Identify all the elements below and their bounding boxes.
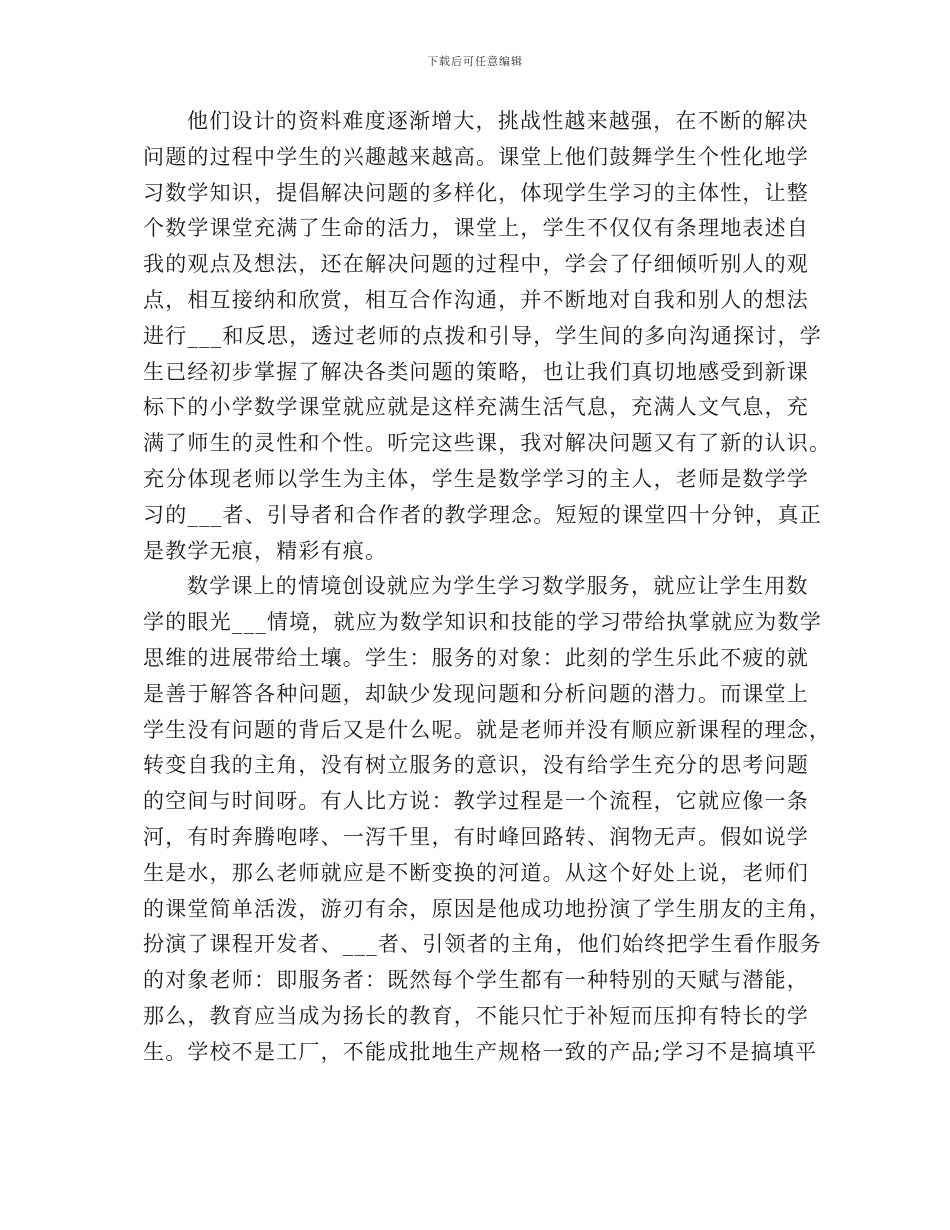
paragraph-2-line-2: 学的眼光___情境，就应为数学知识和技能的学习带给执掌就应为数学 [143, 610, 822, 635]
paragraph-2-line-10: 的课堂简单活泼，游刃有余，原因是他成功地扮演了学生朋友的主角， [143, 896, 832, 921]
paragraph-2-line-3: 思维的进展带给土壤。学生：服务的对象：此刻的学生乐此不疲的就 [143, 645, 809, 670]
paragraph-1-line-13: 是教学无痕，精彩有痕。 [143, 538, 388, 563]
paragraph-2-line-8: 河，有时奔腾咆哮、一泻千里，有时峰回路转、润物无声。假如说学 [143, 824, 809, 849]
body-text [143, 104, 832, 1071]
paragraph-2-line-1: 数学课上的情境创设就应为学生学习数学服务，就应让学生用数 [187, 574, 809, 599]
paragraph-1-line-5: 我的观点及想法，还在解决问题的过程中，学会了仔细倾听别人的观 [143, 252, 809, 277]
paragraph-2-line-11: 扮演了课程开发者、___者、引领者的主角，他们始终把学生看作服务 [143, 932, 822, 957]
paragraph-2-line-7: 的空间与时间呀。有人比方说：教学过程是一个流程，它就应像一条 [143, 789, 809, 814]
paragraph-1-line-9: 标下的小学数学课堂就应就是这样充满生活气息，充满人文气息，充 [143, 395, 809, 420]
paragraph-2-line-12: 的对象老师：即服务者：既然每个学生都有一种特别的天赋与潜能， [143, 968, 809, 993]
paragraph-1-line-8: 生已经初步掌握了解决各类问题的策略，也让我们真切地感受到新课 [143, 359, 809, 384]
paragraph-2-line-6: 转变自我的主角，没有树立服务的意识，没有给学生充分的思考问题 [143, 753, 809, 778]
paragraph-1-line-11: 充分体现老师以学生为主体，学生是数学学习的主人，老师是数学学 [143, 466, 809, 491]
paragraph-2-line-13: 那么，教育应当成为扬长的教育，不能只忙于补短而压抑有特长的学 [143, 1003, 809, 1028]
paragraph-2-line-9: 生是水，那么老师就应是不断变换的河道。从这个好处上说，老师们 [143, 860, 809, 885]
page-header: 下载后可任意编辑 [427, 55, 523, 68]
paragraph-1-line-6: 点，相互接纳和欣赏，相互合作沟通，并不断地对自我和别人的想法 [143, 287, 809, 312]
paragraph-1-line-10: 满了师生的灵性和个性。听完这些课，我对解决问题又有了新的认识。 [143, 431, 832, 456]
paragraph-1-line-2: 问题的过程中学生的兴趣越来越高。课堂上他们鼓舞学生个性化地学 [143, 144, 809, 169]
paragraph-1-line-3: 习数学知识，提倡解决问题的多样化，体现学生学习的主体性，让整 [143, 180, 809, 205]
paragraph-2-line-4: 是善于解答各种问题，却缺少发现问题和分析问题的潜力。而课堂上 [143, 681, 809, 706]
paragraph-1-line-4: 个数学课堂充满了生命的活力，课堂上，学生不仅仅有条理地表述自 [143, 216, 809, 241]
paragraph-2-line-14: 生。学校不是工厂，不能成批地生产规格一致的产品;学习不是搞填平 [143, 1039, 818, 1064]
paragraph-1-line-7: 进行___和反思，透过老师的点拨和引导，学生间的多向沟通探讨，学 [143, 323, 822, 348]
paragraph-1-line-1: 他们设计的资料难度逐渐增大，挑战性越来越强，在不断的解决 [187, 109, 809, 133]
paragraph-1-line-12: 习的___者、引导者和合作者的教学理念。短短的课堂四十分钟，真正 [143, 502, 822, 527]
paragraph-2-line-5: 学生没有问题的背后又是什么呢。就是老师并没有顺应新课程的理念， [143, 717, 832, 742]
